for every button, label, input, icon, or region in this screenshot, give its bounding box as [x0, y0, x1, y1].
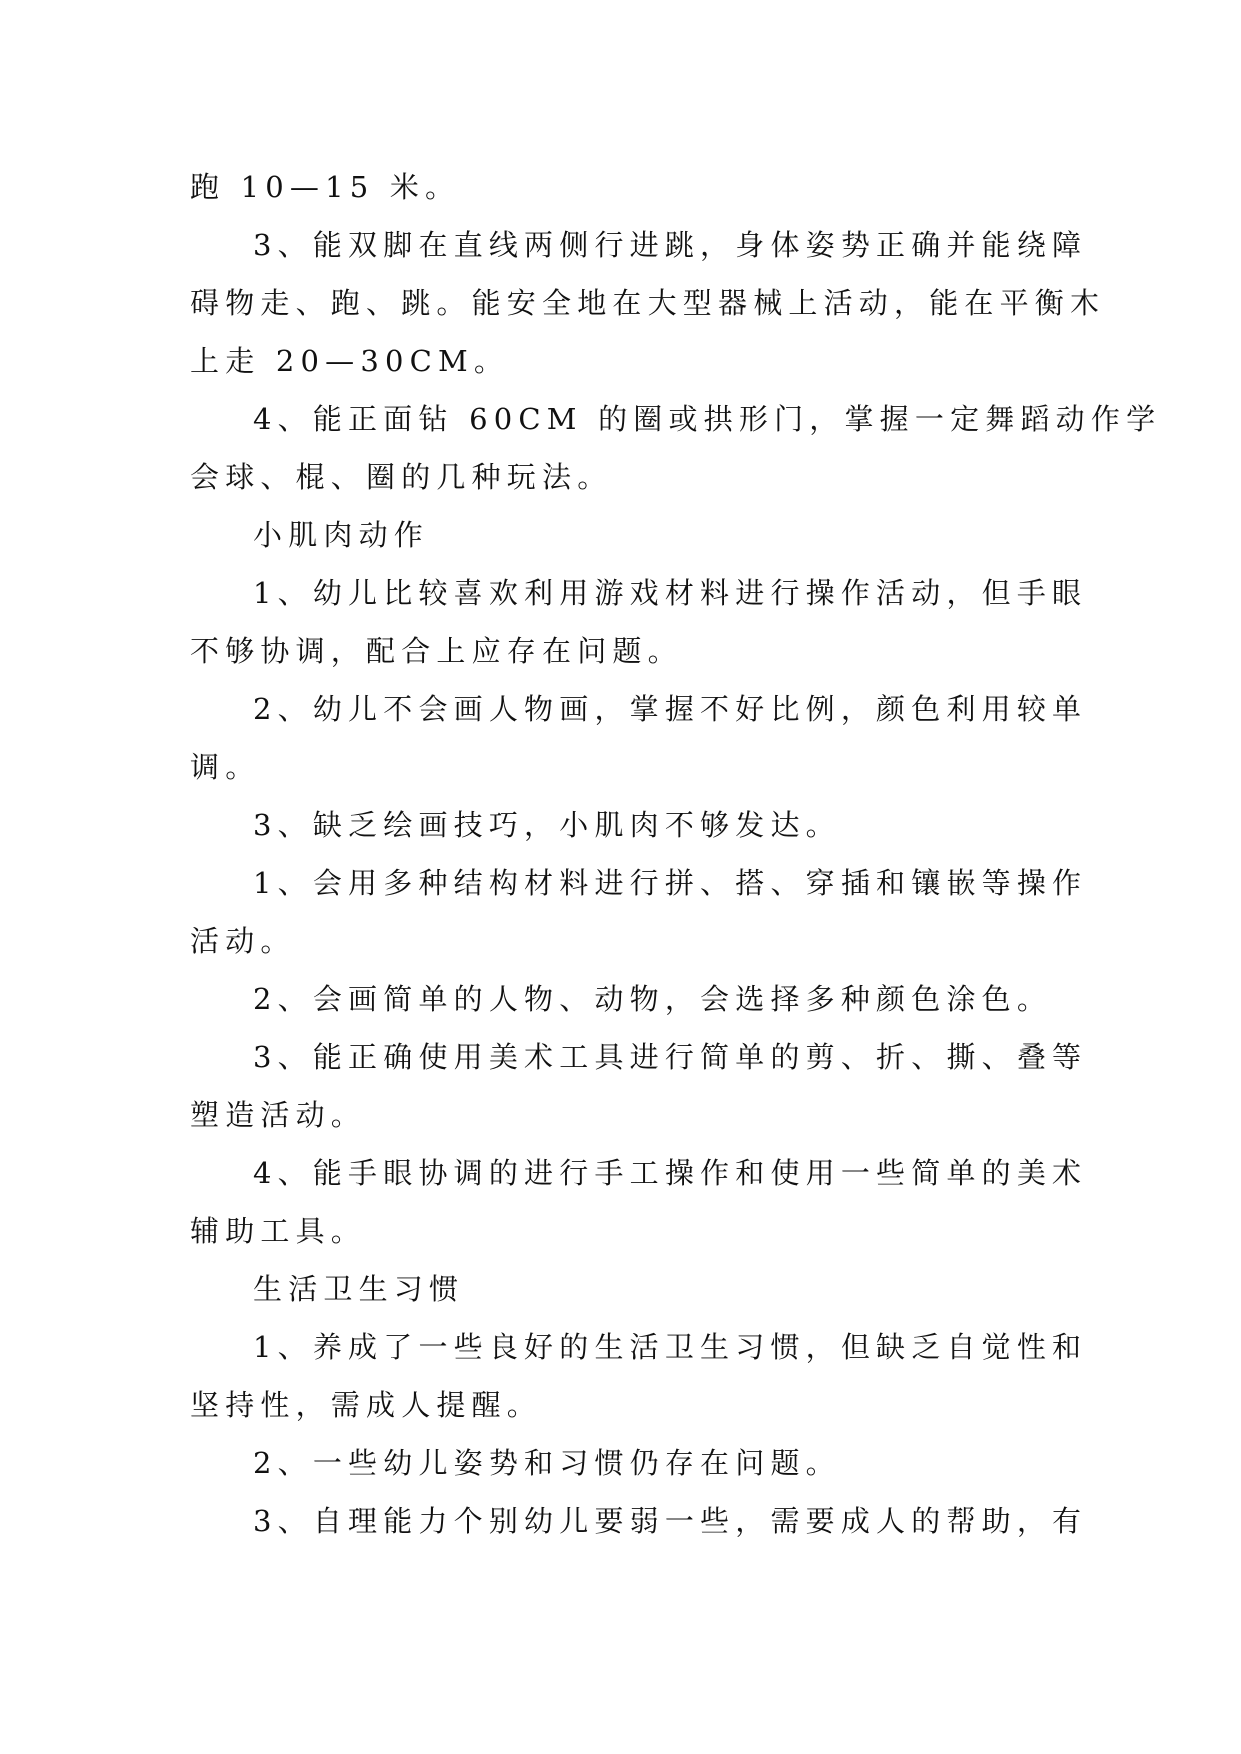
text-line: 上走 20—30CM。 — [190, 344, 510, 378]
text-line: 不够协调，配合上应存在问题。 — [190, 634, 683, 668]
text-line: 2、会画简单的人物、动物，会选择多种颜色涂色。 — [253, 982, 1053, 1016]
text-line: 跑 10—15 米。 — [190, 170, 461, 204]
text-line: 3、能双脚在直线两侧行进跳，身体姿势正确并能绕障 — [253, 228, 1088, 262]
text-line: 1、养成了一些良好的生活卫生习惯，但缺乏自觉性和 — [253, 1330, 1088, 1364]
text-line: 2、幼儿不会画人物画，掌握不好比例，颜色利用较单 — [253, 692, 1088, 726]
text-line: 2、一些幼儿姿势和习惯仍存在问题。 — [253, 1446, 841, 1480]
section-heading: 小肌肉动作 — [253, 518, 430, 552]
text-line: 4、能手眼协调的进行手工操作和使用一些简单的美术 — [253, 1156, 1088, 1190]
text-line: 碍物走、跑、跳。能安全地在大型器械上活动，能在平衡木 — [190, 286, 1106, 320]
text-line: 活动。 — [190, 924, 296, 958]
text-line: 辅助工具。 — [190, 1214, 367, 1248]
text-line: 3、能正确使用美术工具进行简单的剪、折、撕、叠等 — [253, 1040, 1088, 1074]
text-line: 塑造活动。 — [190, 1098, 367, 1132]
text-line: 1、会用多种结构材料进行拼、搭、穿插和镶嵌等操作 — [253, 866, 1088, 900]
text-line: 4、能正面钻 60CM 的圈或拱形门，掌握一定舞蹈动作学 — [253, 402, 1162, 436]
section-heading: 生活卫生习惯 — [253, 1272, 465, 1306]
text-line: 3、自理能力个别幼儿要弱一些，需要成人的帮助，有 — [253, 1504, 1088, 1538]
text-line: 坚持性，需成人提醒。 — [190, 1388, 543, 1422]
text-line: 1、幼儿比较喜欢利用游戏材料进行操作活动，但手眼 — [253, 576, 1088, 610]
text-line: 调。 — [190, 750, 261, 784]
text-line: 会球、棍、圈的几种玩法。 — [190, 460, 613, 494]
text-line: 3、缺乏绘画技巧，小肌肉不够发达。 — [253, 808, 841, 842]
